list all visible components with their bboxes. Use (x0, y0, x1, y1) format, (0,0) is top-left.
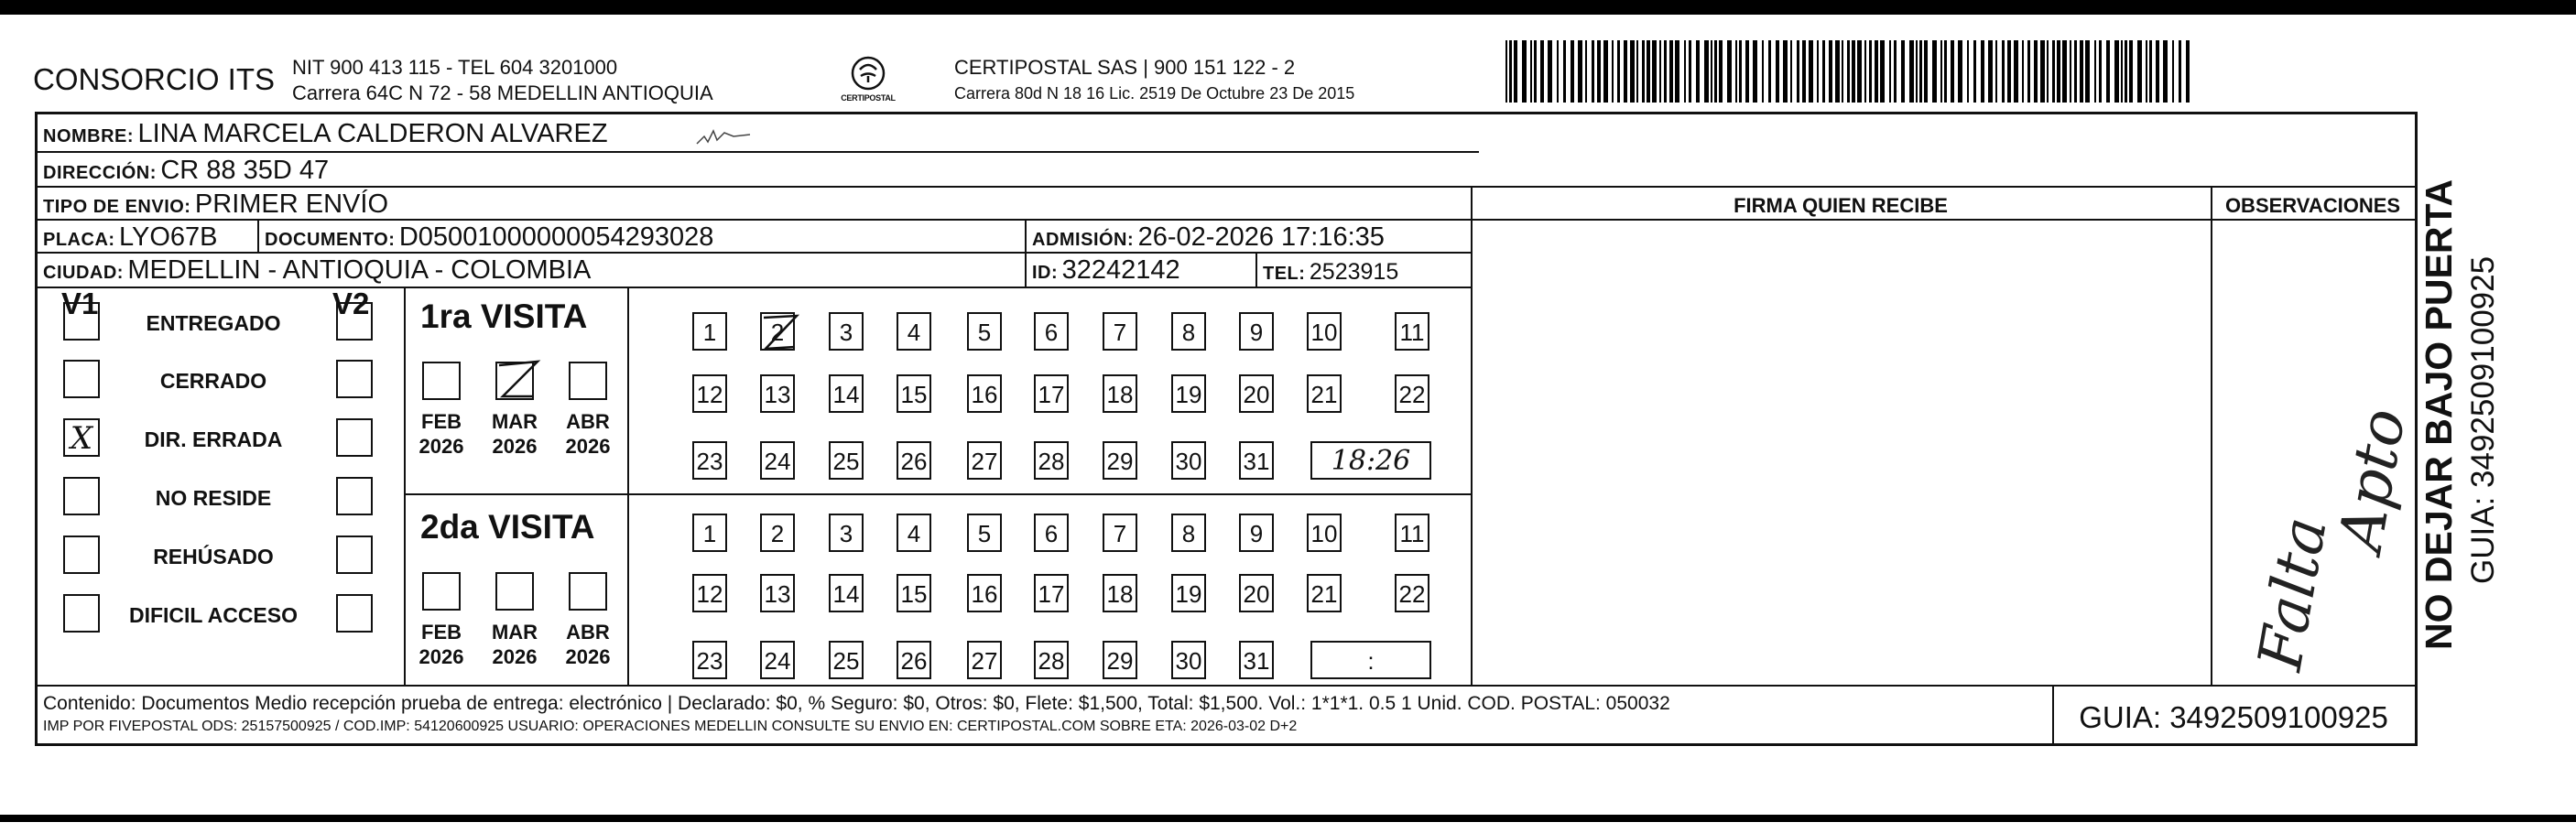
day-box[interactable]: 19 (1171, 374, 1206, 413)
day-box[interactable]: 26 (897, 641, 931, 679)
day-box[interactable]: 3 (829, 312, 864, 351)
day-box[interactable]: 24 (760, 641, 795, 679)
id-label: ID: (1032, 263, 1059, 283)
v2-checkbox[interactable] (336, 302, 373, 341)
day-box[interactable]: 8 (1171, 514, 1206, 552)
company-address: Carrera 64C N 72 - 58 MEDELLIN ANTIOQUIA (292, 81, 713, 104)
day-box[interactable]: 5 (967, 514, 1002, 552)
day-box[interactable]: 2 (760, 312, 795, 351)
footer-contenido: Contenido: Documentos Medio recepción prueba de entrega: electrónico | Declarado: $0, % Seguro: $0, Otros: $0, Flete: $1,500, Total: $1,500. Vol.: 1*1*1. 0.5 1 Unid. COD. POSTAL: 050032 (43, 693, 1670, 714)
day-box[interactable]: 27 (967, 441, 1002, 480)
day-box[interactable]: 6 (1034, 312, 1069, 351)
day-box[interactable]: 5 (967, 312, 1002, 351)
company-nit: NIT 900 413 115 - TEL 604 3201000 (292, 56, 618, 79)
company-name: CONSORCIO ITS (33, 62, 276, 96)
tipo-label: TIPO DE ENVIO: (43, 197, 191, 217)
v1-checkbox[interactable] (63, 418, 100, 457)
no-dejar-warning: NO DEJAR BAJO PUERTA (2418, 178, 2460, 650)
v2-checkbox[interactable] (336, 360, 373, 398)
day-box[interactable]: 4 (897, 514, 931, 552)
placa-label: PLACA: (43, 230, 115, 250)
nombre-value: LINA MARCELA CALDERON ALVAREZ (137, 119, 608, 148)
day-box[interactable]: 20 (1239, 574, 1274, 612)
day-box[interactable]: 17 (1034, 374, 1069, 413)
footer-guia: GUIA: 3492509100925 (2079, 700, 2388, 734)
day-box[interactable]: 13 (760, 374, 795, 413)
day-box[interactable]: 8 (1171, 312, 1206, 351)
v1-checkbox[interactable] (63, 477, 100, 515)
svg-text:Falta: Falta (2244, 512, 2341, 676)
day-box[interactable]: 26 (897, 441, 931, 480)
day-box[interactable]: 2 (760, 514, 795, 552)
day-box[interactable]: 23 (692, 441, 727, 480)
time-box[interactable]: 18:26 (1310, 441, 1431, 480)
documento-value: D05001000000054293028 (398, 222, 714, 252)
day-box[interactable]: 18 (1103, 374, 1137, 413)
month-check-mark (490, 354, 545, 400)
top-edge-bar (0, 0, 2576, 15)
day-box[interactable]: 27 (967, 641, 1002, 679)
day-box[interactable]: 11 (1395, 514, 1429, 552)
logo-text: CERTIPOSTAL (841, 93, 896, 103)
day-box[interactable]: 9 (1239, 514, 1274, 552)
day-box[interactable]: 28 (1034, 441, 1069, 480)
delivery-form (35, 112, 2418, 746)
certipostal-logo (841, 53, 896, 108)
v1-checkbox[interactable] (63, 594, 100, 633)
nombre-label: NOMBRE: (43, 126, 135, 146)
month-label: ABR 2026 (565, 621, 611, 668)
carrier-nit: CERTIPOSTAL SAS | 900 151 122 - 2 (954, 56, 1296, 79)
id-value: 32242142 (1061, 255, 1180, 285)
status-option-label: REHÚSADO (153, 545, 274, 568)
day-box[interactable]: 12 (692, 374, 727, 413)
admision-value: 26-02-2026 17:16:35 (1137, 222, 1385, 252)
day-box[interactable]: 12 (692, 574, 727, 612)
ciudad-label: CIUDAD: (43, 263, 124, 283)
svg-text:Apto: Apto (2324, 403, 2419, 557)
day-box[interactable]: 9 (1239, 312, 1274, 351)
day-box[interactable]: 4 (897, 312, 931, 351)
day-box[interactable]: 7 (1103, 514, 1137, 552)
month-checkbox[interactable] (422, 572, 461, 611)
month-label: MAR 2026 (491, 621, 538, 668)
visit-title: 1ra VISITA (420, 298, 588, 335)
barcode-icon (1505, 40, 2194, 103)
day-box[interactable]: 25 (829, 441, 864, 480)
day-box[interactable]: 1 (692, 312, 727, 351)
status-option-label: NO RESIDE (155, 486, 272, 510)
carrier-license: Carrera 80d N 18 16 Lic. 2519 De Octubre 23 De 2015 (954, 84, 1355, 103)
month-label: FEB 2026 (418, 621, 464, 668)
day-box[interactable]: 25 (829, 641, 864, 679)
visit-title: 2da VISITA (420, 508, 595, 546)
signature-scribble (693, 124, 757, 151)
day-box[interactable]: 29 (1103, 641, 1137, 679)
footer-imp: IMP POR FIVEPOSTAL ODS: 25157500925 / COD.IMP: 54120600925 USUARIO: OPERACIONES MEDELLIN CONSULTE SU ENVIO EN: CERTIPOSTAL.COM SOBRE ETA: 2026-03-02 D+2 (43, 719, 1298, 734)
v2-checkbox[interactable] (336, 418, 373, 457)
day-box[interactable]: 21 (1307, 574, 1342, 612)
month-checkbox[interactable] (569, 362, 607, 400)
day-box[interactable]: 30 (1171, 641, 1206, 679)
status-option-label: CERRADO (159, 369, 267, 393)
v2-header: V2 (332, 287, 370, 320)
month-label: FEB 2026 (418, 410, 464, 458)
day-box[interactable]: 3 (829, 514, 864, 552)
documento-label: DOCUMENTO: (265, 230, 396, 250)
day-box[interactable]: 24 (760, 441, 795, 480)
month-label: MAR 2026 (491, 410, 538, 458)
admision-label: ADMISIÓN: (1032, 230, 1135, 250)
checkbox-mark: X (70, 420, 93, 457)
day-box[interactable]: 15 (897, 574, 931, 612)
day-box[interactable]: 10 (1307, 514, 1342, 552)
direccion-label: DIRECCIÓN: (43, 163, 157, 183)
day-box[interactable]: 17 (1034, 574, 1069, 612)
day-box[interactable]: 28 (1034, 641, 1069, 679)
day-box[interactable]: 23 (692, 641, 727, 679)
day-box[interactable]: 14 (829, 374, 864, 413)
tel-value: 2523915 (1309, 259, 1399, 285)
placa-value: LYO67B (119, 222, 218, 252)
v2-checkbox[interactable] (336, 477, 373, 515)
day-box[interactable]: 18 (1103, 574, 1137, 612)
day-box[interactable]: 10 (1307, 312, 1342, 351)
day-box[interactable]: 19 (1171, 574, 1206, 612)
day-box[interactable]: 15 (897, 374, 931, 413)
day-box[interactable]: 31 (1239, 441, 1274, 480)
day-box[interactable]: 7 (1103, 312, 1137, 351)
status-option-label: DIFICIL ACCESO (128, 603, 298, 627)
time-box[interactable]: : (1310, 641, 1431, 679)
month-checkbox[interactable] (495, 362, 534, 400)
month-checkbox[interactable] (569, 572, 607, 611)
day-box[interactable]: 31 (1239, 641, 1274, 679)
day-box[interactable]: 16 (967, 374, 1002, 413)
v1-checkbox[interactable] (63, 360, 100, 398)
month-label: ABR 2026 (565, 410, 611, 458)
v1-checkbox[interactable] (63, 302, 100, 341)
day-box[interactable]: 16 (967, 574, 1002, 612)
day-box[interactable]: 21 (1307, 374, 1342, 413)
day-box[interactable]: 1 (692, 514, 727, 552)
v1-header: V1 (61, 287, 99, 320)
bottom-edge-line (0, 815, 2576, 822)
side-guia: GUIA: 3492509100925 (2465, 255, 2501, 584)
month-checkbox[interactable] (422, 362, 461, 400)
v1-checkbox[interactable] (63, 536, 100, 574)
day-box[interactable]: 22 (1395, 574, 1429, 612)
firma-header: FIRMA QUIEN RECIBE (1734, 194, 1948, 217)
day-box[interactable]: 20 (1239, 374, 1274, 413)
day-box[interactable]: 13 (760, 574, 795, 612)
day-box[interactable]: 22 (1395, 374, 1429, 413)
status-option-label: DIR. ERRADA (144, 427, 283, 451)
day-box[interactable]: 6 (1034, 514, 1069, 552)
tel-label: TEL: (1263, 264, 1306, 284)
day-check-mark (756, 308, 800, 352)
day-box[interactable]: 11 (1395, 312, 1429, 351)
direccion-value: CR 88 35D 47 (160, 156, 330, 185)
month-checkbox[interactable] (495, 572, 534, 611)
day-box[interactable]: 30 (1171, 441, 1206, 480)
v2-checkbox[interactable] (336, 594, 373, 633)
observaciones-handwritten-note (2217, 279, 2419, 682)
v2-checkbox[interactable] (336, 536, 373, 574)
status-option-label: ENTREGADO (146, 311, 281, 335)
tipo-value: PRIMER ENVÍO (194, 189, 389, 219)
day-box[interactable]: 29 (1103, 441, 1137, 480)
ciudad-value: MEDELLIN - ANTIOQUIA - COLOMBIA (127, 255, 592, 285)
day-box[interactable]: 14 (829, 574, 864, 612)
observaciones-header: OBSERVACIONES (2224, 194, 2401, 217)
